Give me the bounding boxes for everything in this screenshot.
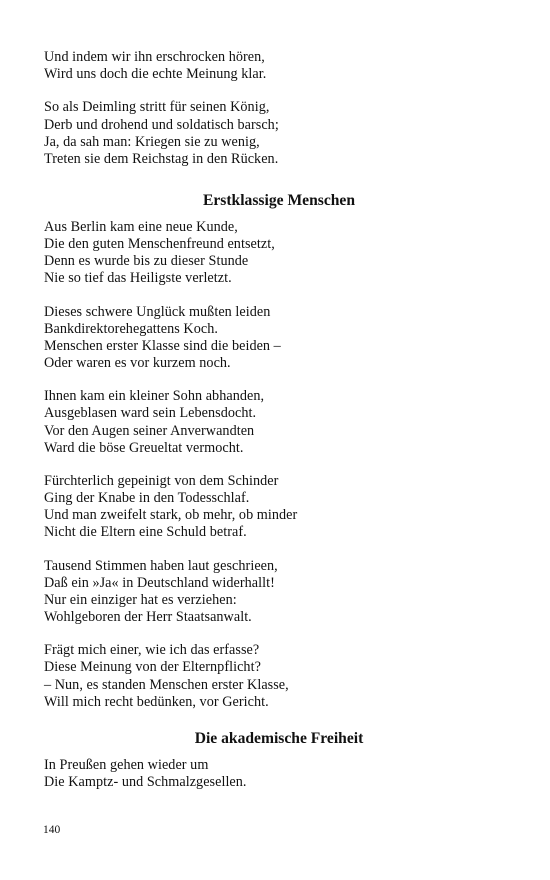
verse-line: Denn es wurde bis zu dieser Stunde	[44, 253, 249, 270]
verse-line: Oder waren es vor kurzem noch.	[44, 354, 231, 371]
verse-line: Vor den Augen seiner Anverwandten	[44, 422, 255, 439]
stanza	[44, 473, 514, 541]
verse-line: Derb und drohend und soldatisch barsch;	[44, 116, 279, 133]
verse-line: So als Deimling stritt für seinen König,	[44, 99, 270, 116]
verse-line: Nie so tief das Heiligste verletzt.	[44, 270, 232, 287]
verse-line: Ihnen kam ein kleiner Sohn abhanden,	[44, 388, 265, 405]
poem-body	[44, 219, 514, 711]
verse-line: Bankdirektorehegattens Koch.	[44, 320, 218, 337]
poem-body	[44, 757, 514, 791]
verse-line: Wird uns doch die echte Meinung klar.	[44, 66, 267, 83]
stanza	[44, 49, 514, 83]
verse-line: Und man zweifelt stark, ob mehr, ob minder	[44, 507, 298, 524]
verse-line: Nicht die Eltern eine Schuld betraf.	[44, 524, 247, 541]
stanza	[44, 388, 514, 456]
verse-line: Aus Berlin kam eine neue Kunde,	[44, 219, 238, 235]
verse-line: Treten sie dem Reichstag in den Rücken.	[44, 150, 279, 167]
verse-line: Tausend Stimmen haben laut geschrieen,	[44, 557, 278, 574]
verse-line: Dieses schwere Unglück mußten leiden	[44, 303, 271, 320]
verse-line: Und indem wir ihn erschrocken hören,	[44, 49, 265, 65]
page-number: 140	[43, 824, 61, 836]
verse-line: – Nun, es standen Menschen erster Klasse,	[44, 676, 289, 693]
verse-line: Diese Meinung von der Elternpflicht?	[44, 659, 261, 676]
stanza	[44, 219, 514, 287]
verse-line: Nur ein einziger hat es verziehen:	[44, 591, 237, 608]
verse-line: Menschen erster Klasse sind die beiden –	[44, 337, 281, 354]
verse-line: Wohlgeboren der Herr Staatsanwalt.	[44, 608, 252, 625]
stanza	[44, 558, 514, 626]
verse-line: Ja, da sah man: Kriegen sie zu wenig,	[44, 133, 260, 150]
verse-line: Ward die böse Greueltat vermocht.	[44, 439, 244, 456]
verse-line: Will mich recht bedünken, vor Gericht.	[44, 693, 269, 710]
stanza	[44, 304, 514, 372]
verse-line: Ausgeblasen ward sein Lebensdocht.	[44, 405, 257, 422]
verse-line: Fürchterlich gepeinigt von dem Schinder	[44, 473, 279, 490]
verse-line: In Preußen gehen wieder um	[44, 757, 209, 773]
verse-line: Die Kamptz- und Schmalzgesellen.	[44, 774, 247, 791]
verse-line: Frägt mich einer, wie ich das erfasse?	[44, 642, 260, 659]
stanza	[44, 642, 514, 710]
poem-title: Erstklassige Menschen	[202, 192, 356, 209]
previous-poem-continuation	[44, 49, 514, 168]
poem-title: Die akademische Freiheit	[194, 730, 364, 747]
verse-line: Ging der Knabe in den Todesschlaf.	[44, 490, 250, 507]
verse-line: Die den guten Menschenfreund entsetzt,	[44, 236, 275, 253]
stanza	[44, 99, 514, 167]
verse-line: Daß ein »Ja« in Deutschland widerhallt!	[44, 574, 275, 591]
